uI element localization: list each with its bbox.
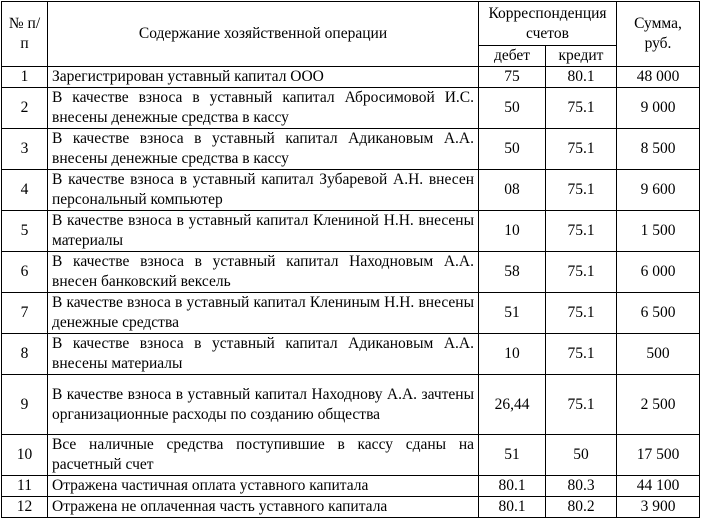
table-row: [2, 170, 700, 211]
table-row: [2, 211, 700, 252]
operation-description-cell: Отражена частичная оплата уставного капитала: [48, 476, 479, 497]
debit-account-cell: 26,44: [479, 375, 546, 435]
operation-description-cell: В качестве взноса в уставный капитал Адикановым А.А. внесены материалы: [48, 334, 479, 375]
header-credit: кредит: [546, 46, 617, 67]
operation-description-cell: В качестве взноса в уставный капитал Находновым А.А. внесен банковский вексель: [48, 252, 479, 293]
table-row: [2, 334, 700, 375]
row-number-cell: 12: [2, 497, 48, 518]
table-body: [2, 67, 700, 518]
operation-description-cell: В качестве взноса в уставный капитал Зубаревой А.Н. внесен персональный компьютер: [48, 170, 479, 211]
debit-account-cell: 51: [479, 435, 546, 476]
operation-description-cell: В качестве взноса в уставный капитал Адикановым А.А. внесены денежные средства в кассу: [48, 129, 479, 170]
debit-account-cell: 58: [479, 252, 546, 293]
table-row: [2, 476, 700, 497]
table-row: [2, 129, 700, 170]
table-header: [2, 2, 700, 67]
row-number-cell: 2: [2, 88, 48, 129]
operation-description-cell: В качестве взноса в уставный капитал Клениным Н.Н. внесены денежные средства: [48, 293, 479, 334]
table-row: [2, 435, 700, 476]
header-description: Содержание хозяйственной операции: [48, 2, 479, 67]
row-number-cell: 3: [2, 129, 48, 170]
credit-account-cell: 80.1: [546, 67, 617, 88]
debit-account-cell: 08: [479, 170, 546, 211]
row-number-cell: 5: [2, 211, 48, 252]
credit-account-cell: 80.3: [546, 476, 617, 497]
header-debit: дебет: [479, 46, 546, 67]
amount-cell: 9 600: [617, 170, 700, 211]
amount-cell: 6 000: [617, 252, 700, 293]
credit-account-cell: 75.1: [546, 88, 617, 129]
amount-cell: 6 500: [617, 293, 700, 334]
amount-cell: 17 500: [617, 435, 700, 476]
row-number-cell: 7: [2, 293, 48, 334]
row-number-cell: 9: [2, 375, 48, 435]
debit-account-cell: 80.1: [479, 476, 546, 497]
amount-cell: 3 900: [617, 497, 700, 518]
row-number-cell: 6: [2, 252, 48, 293]
amount-cell: 1 500: [617, 211, 700, 252]
row-number-cell: 10: [2, 435, 48, 476]
debit-account-cell: 51: [479, 293, 546, 334]
header-row-number: № п/п: [2, 2, 48, 67]
credit-account-cell: 80.2: [546, 497, 617, 518]
debit-account-cell: 75: [479, 67, 546, 88]
debit-account-cell: 50: [479, 88, 546, 129]
operations-table: [1, 1, 700, 518]
row-number-cell: 11: [2, 476, 48, 497]
credit-account-cell: 75.1: [546, 334, 617, 375]
operation-description-cell: Зарегистрирован уставный капитал ООО: [48, 67, 479, 88]
amount-cell: 8 500: [617, 129, 700, 170]
debit-account-cell: 80.1: [479, 497, 546, 518]
credit-account-cell: 50: [546, 435, 617, 476]
amount-cell: 500: [617, 334, 700, 375]
table-row: [2, 375, 700, 435]
table-row: [2, 497, 700, 518]
table-row: [2, 88, 700, 129]
row-number-cell: 8: [2, 334, 48, 375]
operation-description-cell: В качестве взноса в уставный капитал Абросимовой И.С. внесены денежные средства в кассу: [48, 88, 479, 129]
credit-account-cell: 75.1: [546, 375, 617, 435]
credit-account-cell: 75.1: [546, 129, 617, 170]
credit-account-cell: 75.1: [546, 293, 617, 334]
table-row: [2, 252, 700, 293]
operation-description-cell: В качестве взноса в уставный капитал Находнову А.А. зачтены организационные расходы по созданию общества: [48, 375, 479, 435]
amount-cell: 44 100: [617, 476, 700, 497]
debit-account-cell: 10: [479, 334, 546, 375]
row-number-cell: 4: [2, 170, 48, 211]
credit-account-cell: 75.1: [546, 252, 617, 293]
operation-description-cell: Все наличные средства поступившие в кассу сданы на расчетный счет: [48, 435, 479, 476]
amount-cell: 48 000: [617, 67, 700, 88]
credit-account-cell: 75.1: [546, 211, 617, 252]
header-correspondence: Корреспонденция счетов: [479, 2, 617, 46]
operation-description-cell: В качестве взноса в уставный капитал Клениной Н.Н. внесены материалы: [48, 211, 479, 252]
amount-cell: 9 000: [617, 88, 700, 129]
amount-cell: 2 500: [617, 375, 700, 435]
table-row: [2, 293, 700, 334]
credit-account-cell: 75.1: [546, 170, 617, 211]
table-row: [2, 67, 700, 88]
debit-account-cell: 50: [479, 129, 546, 170]
row-number-cell: 1: [2, 67, 48, 88]
header-amount: Сумма, руб.: [617, 2, 700, 67]
debit-account-cell: 10: [479, 211, 546, 252]
operation-description-cell: Отражена не оплаченная часть уставного капитала: [48, 497, 479, 518]
